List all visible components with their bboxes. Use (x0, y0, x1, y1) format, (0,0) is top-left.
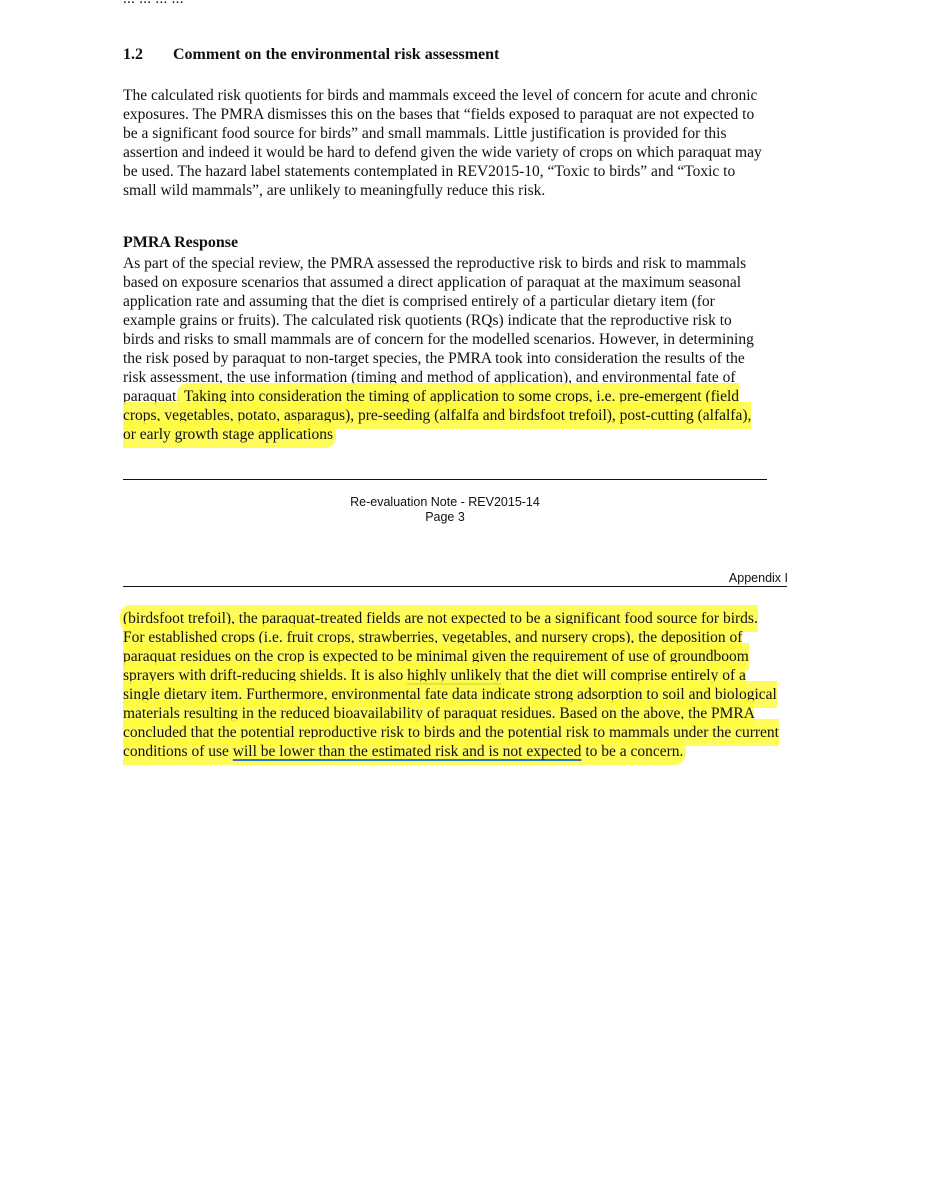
section-heading (123, 46, 499, 64)
continued-response-paragraph (123, 609, 783, 761)
underlined-lower-than-expected: will be lower than the estimated risk and is not expected (232, 743, 582, 760)
footer-document-title: Re-evaluation Note - REV2015-14 (350, 495, 540, 509)
highlighted-text: Taking into consideration the timing of application to some crops, i.e. pre-emergent (field crops, vegetables, potato, asparagus), pre-seeding (alfalfa and birdsfoot trefoil), post-cutting (alfalfa), or early growth stage applications (123, 388, 752, 443)
response-text: As part of the special review, the PMRA assessed the reproductive risk to birds and risk to mammals based on exposure scenarios that assumed a direct application of paraquat at the maximum seasonal application rate and assuming that the diet is comprised entirely of a particular dietary item (for example grains or fruits). The calculated risk quotients (RQs) indicate that the reproductive risk to birds and risks to small mammals are of concern for the modelled scenarios. However, in determining the risk posed by paraquat to non-target species, the PMRA took into consideration the results of the risk assessment, the use information (timing and method of application), and environmental fate of paraquat. (123, 255, 754, 405)
highlighted-continuation (123, 608, 779, 762)
response-paragraph (123, 254, 763, 444)
comment-paragraph: The calculated risk quotients for birds and mammals exceed the level of concern for acute and chronic exposures. The PMRA dismisses this on the bases that “fields exposed to paraquat are not expected to be a significant food source for birds” and small mammals. Little justification is provided for this assertion and indeed it would be hard to defend given the wide variety of crops on which paraquat may be used. The hazard label statements contemplated in REV2015-10, “Toxic to birds” and “Toxic to small wild mammals”, are unlikely to meaningfully reduce this risk. (123, 87, 762, 199)
pmra-response-heading: PMRA Response (123, 234, 239, 251)
cut-off-previous-line (123, 2, 543, 20)
section-title: Comment on the environmental risk assessment (173, 46, 500, 63)
footer-page-number: Page 3 (425, 510, 465, 524)
continuation-text-1: (birdsfoot trefoil), the paraquat-treated fields are not expected to be a significant food source for birds. For established crops (i.e. fruit crops, strawberries, vegetables, and nursery crops), the deposition of paraquat residues on the crop is expected to be minimal given the requirement of use of groundboom sprayers with drift-reducing shields. It is also (123, 610, 758, 684)
page-header-rule (123, 586, 787, 587)
underlined-highly-unlikely: highly unlikely (407, 667, 502, 684)
continuation-text-2: that the diet will comprise entirely of a single dietary item. Furthermore, environmental fate data indicate strong adsorption to soil and biological materials resulting in the reduced bioavailability of paraquat residues. Based on the above, the PMRA concluded that the potential reproductive risk to birds and the potential risk to mammals under the current conditions of use (123, 667, 779, 760)
section-number: 1.2 (123, 46, 143, 63)
page-footer-rule (123, 479, 767, 480)
continuation-text-3: to be a concern. (581, 743, 684, 760)
appendix-label: Appendix I (728, 571, 788, 585)
